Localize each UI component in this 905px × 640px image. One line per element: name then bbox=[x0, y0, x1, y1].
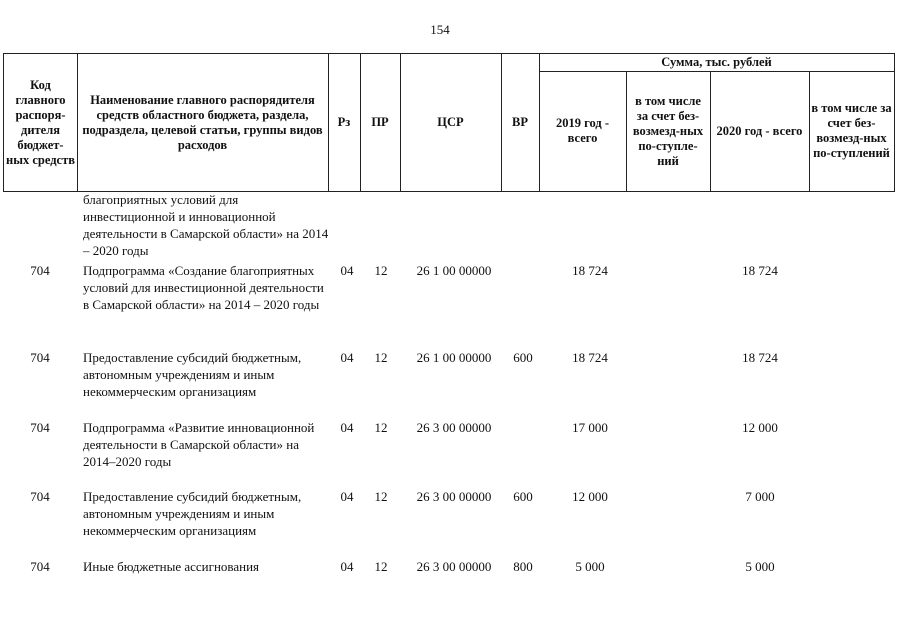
row-vr: 600 bbox=[513, 489, 533, 504]
row-vr: 600 bbox=[513, 350, 533, 365]
row-sum-2019: 5 000 bbox=[575, 559, 605, 574]
row-sum-2020: 18 724 bbox=[742, 350, 778, 365]
row-name: Предоставление субсидий бюджетным, автономным учреждениям и иным некоммерческим организациям bbox=[83, 489, 302, 538]
header-rz: Рз bbox=[337, 115, 351, 129]
header-vr: ВР bbox=[512, 115, 528, 129]
row-csr: 26 3 00 00000 bbox=[416, 559, 492, 574]
row-rz: 04 bbox=[340, 489, 354, 504]
row-csr: 26 1 00 00000 bbox=[416, 263, 492, 278]
row-csr: 26 1 00 00000 bbox=[416, 350, 492, 365]
row-pr: 12 bbox=[374, 559, 388, 574]
row-rz: 04 bbox=[340, 559, 354, 574]
row-rz: 04 bbox=[340, 420, 354, 435]
header-sum: Сумма, тыс. рублей bbox=[661, 55, 772, 69]
row-sum-2020: 18 724 bbox=[742, 263, 778, 278]
row-code: 704 bbox=[30, 489, 50, 504]
row-code: 704 bbox=[30, 420, 50, 435]
row-sum-2019: 18 724 bbox=[572, 350, 608, 365]
table-header bbox=[3, 53, 895, 192]
row-code: 704 bbox=[30, 559, 50, 574]
header-name: Наименование главного распорядителя средств областного бюджета, раздела, подраздела, целевой статьи, группы видов расходов bbox=[82, 92, 323, 152]
row-name: Иные бюджетные ассигнования bbox=[83, 559, 260, 574]
row-vr: 800 bbox=[513, 559, 533, 574]
row-csr: 26 3 00 00000 bbox=[416, 420, 492, 435]
header-2020-grants: в том числе за счет без-возмезд-ных по-ступлений bbox=[811, 101, 892, 160]
header-code: Код главного распоря-дителя бюджет-ных средств bbox=[6, 77, 75, 167]
page-number: 154 bbox=[430, 22, 450, 37]
row-name: Предоставление субсидий бюджетным, автономным учреждениям и иным некоммерческим организациям bbox=[83, 350, 302, 399]
header-csr: ЦСР bbox=[437, 115, 464, 129]
row-sum-2020: 7 000 bbox=[745, 489, 775, 504]
header-2019-grants: в том числе за счет без-возмезд-ных по-ступле-ний bbox=[632, 93, 704, 168]
header-pr: ПР bbox=[371, 115, 389, 129]
row-sum-2019: 12 000 bbox=[572, 489, 608, 504]
row-csr: 26 3 00 00000 bbox=[416, 489, 492, 504]
row-pr: 12 bbox=[374, 350, 388, 365]
row-name: благоприятных условий для инвестиционной и инновационной деятельности в Самарской области» на 2014 – 2020 годы bbox=[83, 192, 329, 258]
row-sum-2019: 18 724 bbox=[572, 263, 608, 278]
row-pr: 12 bbox=[374, 420, 388, 435]
row-code: 704 bbox=[30, 263, 50, 278]
row-code: 704 bbox=[30, 350, 50, 365]
header-2019-total: 2019 год - всего bbox=[556, 116, 609, 145]
row-rz: 04 bbox=[340, 263, 354, 278]
row-pr: 12 bbox=[374, 489, 388, 504]
row-name: Подпрограмма «Развитие инновационной деятельности в Самарской области» на 2014–2020 годы bbox=[83, 420, 315, 469]
row-sum-2020: 12 000 bbox=[742, 420, 778, 435]
row-sum-2020: 5 000 bbox=[745, 559, 775, 574]
row-rz: 04 bbox=[340, 350, 354, 365]
row-sum-2019: 17 000 bbox=[572, 420, 608, 435]
header-2020-total: 2020 год - всего bbox=[716, 123, 803, 138]
row-pr: 12 bbox=[374, 263, 388, 278]
row-name: Подпрограмма «Создание благоприятных условий для инвестиционной деятельности в Самарской области» на 2014 – 2020 годы bbox=[83, 263, 324, 312]
